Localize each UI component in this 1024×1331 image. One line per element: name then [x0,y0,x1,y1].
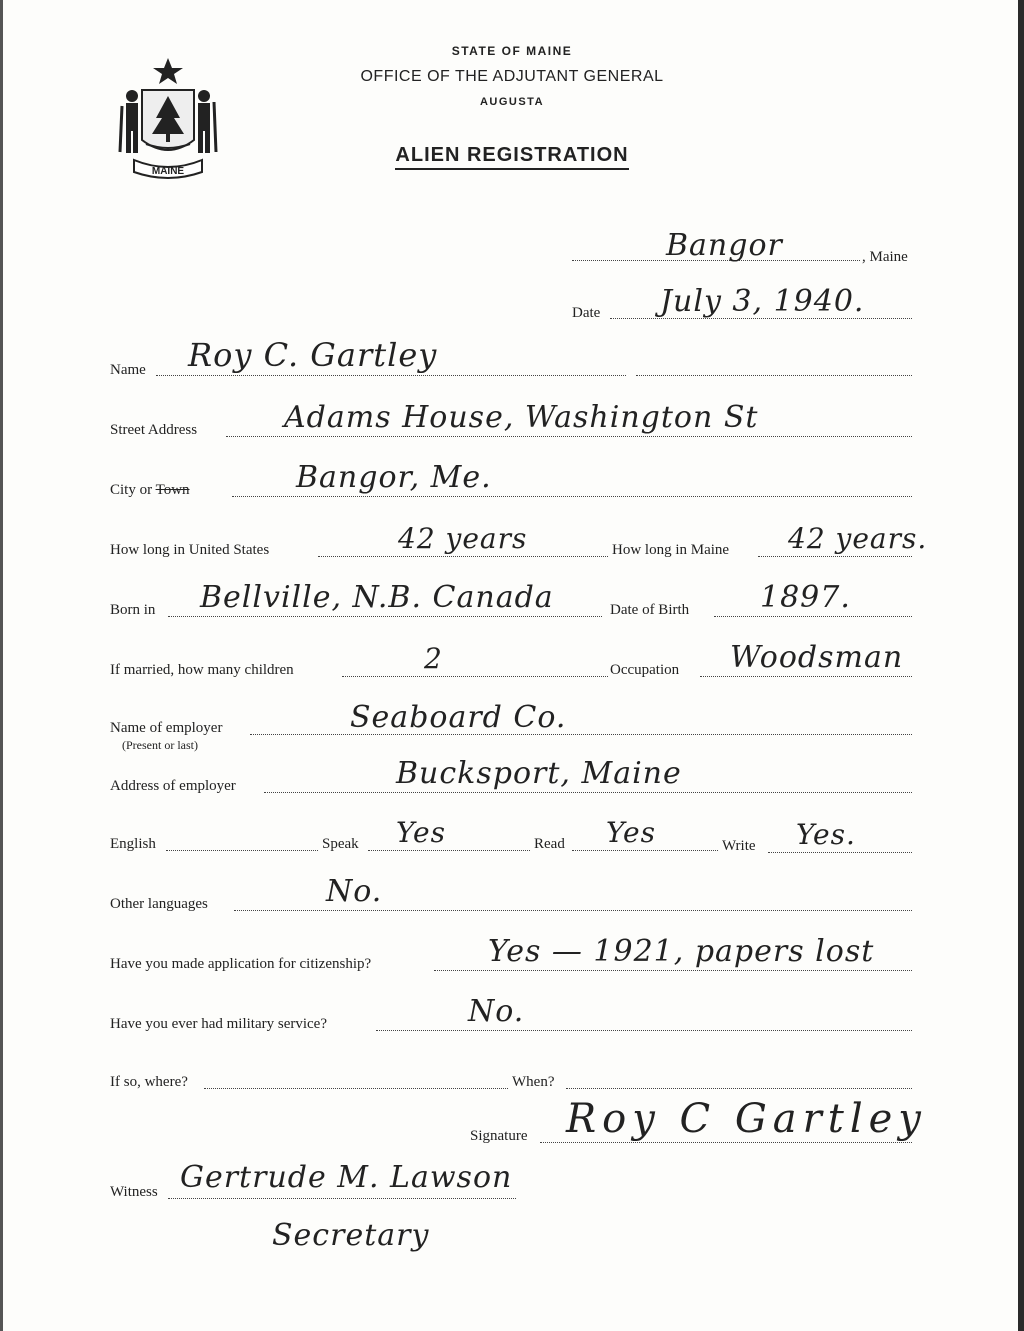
other-languages-value: No. [326,874,383,909]
seal-banner-text: MAINE [151,166,185,177]
scan-left-edge [0,0,3,1331]
children-line [342,676,608,677]
children-label: If married, how many children [110,662,294,678]
write-line [768,852,912,853]
us-duration-label: How long in United States [110,542,270,558]
born-in-line [168,616,602,617]
city-label-struck: Town [155,482,190,498]
when-line [566,1088,912,1089]
witness-label: Witness [110,1184,158,1200]
street-address-label: Street Address [110,422,198,438]
read-line [572,850,718,851]
us-duration-value: 42 years [398,522,528,555]
write-value: Yes. [796,818,856,851]
witness-line [168,1198,516,1199]
employer-label: Name of employer [110,720,223,736]
employer-address-value: Bucksport, Maine [396,756,682,791]
header-state: STATE OF MAINE [451,44,573,58]
citizenship-label: Have you made application for citizenship? [110,956,372,972]
witness-title: Secretary [272,1218,430,1253]
speak-value: Yes [396,816,446,849]
read-label: Read [534,836,565,852]
name-label: Name [110,362,146,378]
employer-address-label: Address of employer [110,778,236,794]
maine-duration-line [758,556,912,557]
form-title: ALIEN REGISTRATION [0,144,1024,167]
children-value: 2 [424,642,443,675]
signature-label: Signature [470,1128,528,1144]
name-field-line [156,375,626,376]
witness-value: Gertrude M. Lawson [180,1160,513,1195]
signature-value: Roy C Gartley [566,1096,927,1142]
name-field-line-2 [636,375,912,376]
born-in-label: Born in [110,602,156,618]
us-duration-line [318,556,608,557]
read-value: Yes [606,816,656,849]
when-label: When? [512,1074,555,1090]
where-label: If so, where? [110,1074,188,1090]
maine-duration-value: 42 years. [788,522,928,555]
born-in-value: Bellville, N.B. Canada [200,580,554,615]
military-service-line [376,1030,912,1031]
city-field-line [232,496,912,497]
citizenship-line [434,970,912,971]
write-label: Write [722,838,756,854]
place-suffix-label: , Maine [862,249,908,265]
city-value: Bangor, Me. [296,460,492,495]
street-address-line [226,436,912,437]
signature-line [540,1142,912,1143]
employer-address-line [264,792,912,793]
english-label: English [110,836,156,852]
occupation-label: Occupation [610,662,680,678]
header-office: OFFICE OF THE ADJUTANT GENERAL [360,68,664,85]
speak-line [368,850,530,851]
where-line [204,1088,508,1089]
city-label: City or Town [110,482,190,498]
english-line [166,850,318,851]
date-of-birth-value: 1897. [760,580,851,615]
scan-right-edge [1018,0,1024,1331]
name-value: Roy C. Gartley [188,336,438,374]
employer-sublabel: (Present or last) [122,738,198,752]
other-languages-label: Other languages [110,896,208,912]
street-address-value: Adams House, Washington St [284,400,759,435]
military-service-label: Have you ever had military service? [110,1016,327,1032]
other-languages-line [234,910,912,911]
military-service-value: No. [468,994,525,1029]
occupation-line [700,676,912,677]
place-value: Bangor [666,228,783,263]
occupation-value: Woodsman [730,640,904,675]
date-of-birth-label: Date of Birth [610,602,690,618]
employer-value: Seaboard Co. [350,700,567,735]
citizenship-value: Yes — 1921, papers lost [488,934,875,969]
date-value: July 3, 1940. [660,284,865,319]
header-city: AUGUSTA [479,96,545,108]
speak-label: Speak [322,836,359,852]
maine-duration-label: How long in Maine [612,542,730,558]
date-of-birth-line [714,616,912,617]
date-label: Date [572,305,601,321]
